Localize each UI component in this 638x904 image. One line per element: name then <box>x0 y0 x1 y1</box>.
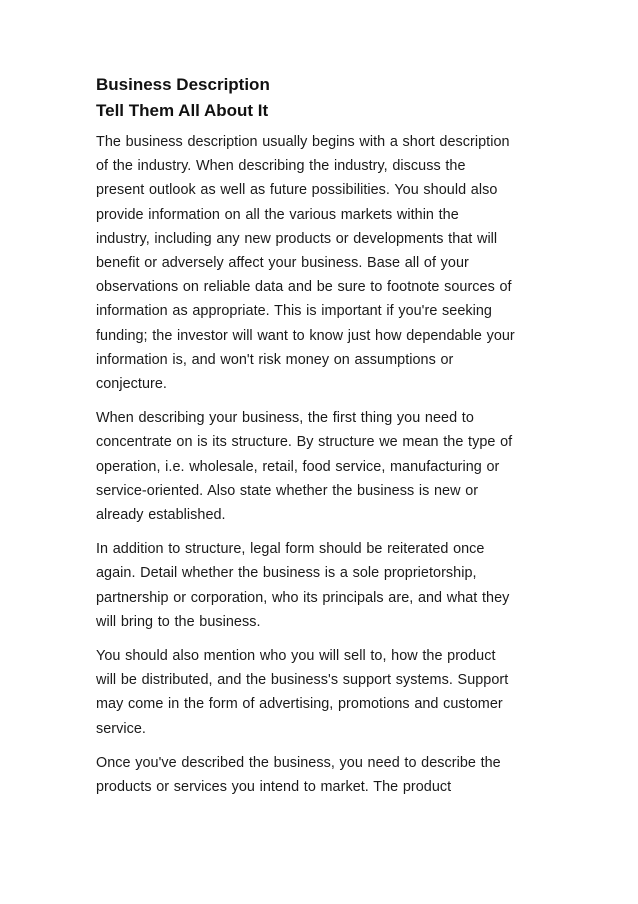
paragraph-line: information as appropriate. This is important if you're seeking <box>96 303 492 320</box>
paragraph-line: conjecture. <box>96 376 167 393</box>
document-title: Business Description <box>96 75 270 94</box>
paragraph-line: benefit or adversely affect your business. Base all of your <box>96 255 469 272</box>
paragraph-line: funding; the investor will want to know just how dependable your <box>96 327 515 344</box>
paragraph-line: partnership or corporation, who its principals are, and what they <box>96 589 510 606</box>
paragraph-industry <box>96 130 548 396</box>
paragraph-line: will be distributed, and the business's support systems. Support <box>96 672 509 689</box>
paragraph-distribution <box>96 644 548 741</box>
paragraph-line: again. Detail whether the business is a sole proprietorship, <box>96 565 477 582</box>
paragraph-line: already established. <box>96 507 226 524</box>
paragraph-line: The business description usually begins with a short description <box>96 134 510 150</box>
paragraph-line: concentrate on is its structure. By structure we mean the type of <box>96 434 513 451</box>
paragraph-line: information is, and won't risk money on assumptions or <box>96 351 454 368</box>
paragraph-line: operation, i.e. wholesale, retail, food service, manufacturing or <box>96 458 500 475</box>
paragraph-line: In addition to structure, legal form should be reiterated once <box>96 541 485 558</box>
paragraph-line: products or services you intend to market. The product <box>96 779 452 796</box>
paragraph-line: When describing your business, the first thing you need to <box>96 410 474 427</box>
paragraph-products <box>96 751 548 799</box>
paragraph-line: industry, including any new products or developments that will <box>96 230 498 247</box>
paragraph-line: Once you've described the business, you need to describe the <box>96 754 501 771</box>
paragraph-line: will bring to the business. <box>96 613 261 630</box>
paragraph-legal-form <box>96 537 548 634</box>
paragraph-line: may come in the form of advertising, promotions and customer <box>96 696 503 713</box>
paragraph-line: observations on reliable data and be sure to footnote sources of <box>96 279 512 296</box>
document-subtitle: Tell Them All About It <box>96 101 269 120</box>
paragraph-structure <box>96 406 548 527</box>
paragraph-line: present outlook as well as future possibilities. You should also <box>96 182 498 199</box>
paragraph-line: service-oriented. Also state whether the business is new or <box>96 482 479 499</box>
paragraph-line: You should also mention who you will sell to, how the product <box>96 648 496 665</box>
paragraph-line: service. <box>96 720 146 737</box>
paragraph-line: provide information on all the various markets within the <box>96 206 459 223</box>
paragraph-line: of the industry. When describing the industry, discuss the <box>96 158 466 175</box>
